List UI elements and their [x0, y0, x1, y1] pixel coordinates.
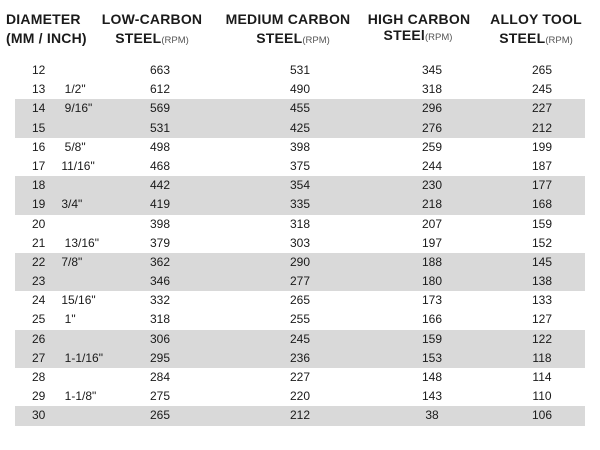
header-diameter-line1: DIAMETER — [6, 11, 81, 27]
cell-low-carbon-rpm: 398 — [149, 216, 171, 231]
header-alloy-tool-unit: (RPM) — [545, 35, 573, 46]
cell-high-carbon-rpm: 296 — [421, 101, 443, 116]
table-row — [15, 368, 585, 387]
cell-high-carbon-rpm: 143 — [421, 389, 443, 404]
header-high-carbon-line1: HIGH CARBON — [367, 11, 471, 27]
table-row — [15, 80, 585, 99]
cell-diameter-mm: 20 — [32, 216, 46, 231]
cell-medium-carbon-rpm: 212 — [289, 408, 311, 423]
cell-medium-carbon-rpm: 335 — [289, 197, 311, 212]
header-high-carbon — [362, 10, 474, 47]
table-row — [15, 253, 585, 272]
cell-diameter-inch: 5/8" — [58, 139, 86, 154]
cell-high-carbon-rpm: 276 — [421, 120, 443, 135]
cell-diameter-mm: 30 — [32, 408, 46, 423]
table-row — [15, 272, 585, 291]
header-medium-carbon-steel: STEEL — [256, 30, 303, 46]
header-high-carbon-line2 — [362, 26, 474, 47]
cell-low-carbon-rpm: 531 — [149, 120, 171, 135]
cell-low-carbon-rpm: 442 — [149, 178, 171, 193]
table-row — [15, 215, 585, 234]
cell-high-carbon-rpm: 188 — [421, 254, 443, 269]
cell-high-carbon-rpm: 166 — [421, 312, 443, 327]
cell-diameter-mm: 19 — [32, 197, 46, 212]
table-row — [15, 387, 585, 406]
cell-diameter-inch: 1/2" — [58, 82, 86, 97]
header-low-carbon-unit: (RPM) — [161, 35, 189, 46]
cell-low-carbon-rpm: 306 — [149, 331, 171, 346]
cell-low-carbon-rpm: 332 — [149, 293, 171, 308]
header-low-carbon-steel: STEEL — [115, 30, 162, 46]
cell-alloy-tool-rpm: 122 — [531, 331, 553, 346]
cell-diameter-mm: 17 — [32, 158, 46, 173]
cell-high-carbon-rpm: 153 — [421, 350, 443, 365]
cell-high-carbon-rpm: 230 — [421, 178, 443, 193]
table-row — [15, 406, 585, 425]
cell-alloy-tool-rpm: 106 — [531, 408, 553, 423]
cell-diameter-inch: 7/8" — [58, 254, 83, 269]
cell-diameter-inch: 1-1/8" — [58, 389, 97, 404]
cell-diameter-mm: 18 — [32, 178, 46, 193]
cell-low-carbon-rpm: 284 — [149, 370, 171, 384]
cell-medium-carbon-rpm: 303 — [289, 235, 311, 250]
table-row — [15, 291, 585, 310]
cell-alloy-tool-rpm: 110 — [532, 389, 552, 404]
table-row — [15, 138, 585, 157]
table-row — [15, 310, 585, 329]
cell-low-carbon-rpm: 612 — [149, 82, 171, 97]
table-row — [15, 61, 585, 80]
cell-low-carbon-rpm: 569 — [149, 101, 171, 116]
header-medium-carbon-line2 — [218, 29, 358, 50]
cell-alloy-tool-rpm: 227 — [531, 101, 553, 116]
cell-low-carbon-rpm: 468 — [149, 158, 171, 173]
cell-high-carbon-rpm: 148 — [421, 370, 443, 384]
cell-diameter-mm: 16 — [32, 139, 46, 154]
cell-alloy-tool-rpm: 265 — [531, 63, 553, 77]
cell-medium-carbon-rpm: 236 — [289, 350, 311, 365]
cell-low-carbon-rpm: 419 — [149, 197, 171, 212]
cell-medium-carbon-rpm: 255 — [289, 312, 311, 327]
cell-medium-carbon-rpm: 277 — [289, 274, 311, 289]
cell-low-carbon-rpm: 362 — [149, 254, 171, 269]
cell-high-carbon-rpm: 180 — [421, 274, 443, 289]
cell-high-carbon-rpm: 244 — [421, 158, 443, 173]
cell-alloy-tool-rpm: 118 — [532, 350, 552, 365]
cell-diameter-inch: 15/16" — [58, 293, 96, 308]
cell-diameter-inch: 1" — [58, 312, 76, 327]
header-alloy-tool-steel: STEEL — [499, 30, 546, 46]
table-row — [15, 157, 585, 176]
cell-medium-carbon-rpm: 455 — [289, 101, 311, 116]
cell-medium-carbon-rpm: 265 — [289, 293, 311, 308]
cell-diameter-mm: 28 — [32, 370, 46, 384]
header-diameter — [6, 10, 87, 48]
table-row — [15, 99, 585, 118]
cell-diameter-inch: 11/16" — [58, 158, 95, 173]
cell-alloy-tool-rpm: 159 — [531, 216, 553, 231]
cell-medium-carbon-rpm: 220 — [289, 389, 311, 404]
cell-diameter-inch: 9/16" — [58, 101, 93, 116]
header-alloy-tool-line1: ALLOY TOOL — [490, 11, 582, 27]
cell-low-carbon-rpm: 663 — [149, 63, 171, 77]
header-alloy-tool-line2 — [480, 29, 592, 50]
header-high-carbon-steel: STEEl — [383, 27, 425, 43]
cell-high-carbon-rpm: 38 — [425, 408, 439, 423]
header-alloy-tool — [480, 10, 592, 50]
rpm-table — [15, 61, 585, 426]
cell-diameter-mm: 26 — [32, 331, 46, 346]
cell-diameter-inch: 13/16" — [58, 235, 99, 250]
table-row — [15, 234, 585, 253]
cell-high-carbon-rpm: 345 — [421, 63, 443, 77]
cell-diameter-mm: 23 — [32, 274, 46, 289]
cell-medium-carbon-rpm: 531 — [289, 63, 311, 77]
cell-alloy-tool-rpm: 177 — [531, 178, 553, 193]
cell-medium-carbon-rpm: 318 — [289, 216, 311, 231]
header-diameter-line2: (MM / INCH) — [6, 30, 87, 46]
table-header — [0, 0, 600, 60]
cell-medium-carbon-rpm: 398 — [289, 139, 311, 154]
cell-diameter-mm: 13 — [32, 82, 46, 97]
header-medium-carbon-unit: (RPM) — [302, 35, 330, 46]
cell-high-carbon-rpm: 173 — [421, 293, 443, 308]
cell-alloy-tool-rpm: 145 — [531, 254, 553, 269]
cell-diameter-mm: 12 — [32, 63, 46, 77]
cell-alloy-tool-rpm: 127 — [531, 312, 553, 327]
cell-medium-carbon-rpm: 354 — [289, 178, 311, 193]
table-row — [15, 195, 585, 214]
header-medium-carbon-line1: MEDIUM CARBON — [225, 11, 351, 27]
cell-low-carbon-rpm: 498 — [149, 139, 171, 154]
cell-diameter-mm: 29 — [32, 389, 46, 404]
cell-high-carbon-rpm: 218 — [421, 197, 443, 212]
cell-diameter-mm: 24 — [32, 293, 46, 308]
cell-alloy-tool-rpm: 114 — [532, 370, 552, 384]
cell-medium-carbon-rpm: 227 — [289, 370, 311, 384]
cell-diameter-mm: 25 — [32, 312, 46, 327]
cell-low-carbon-rpm: 265 — [149, 408, 171, 423]
cell-medium-carbon-rpm: 375 — [289, 158, 311, 173]
cell-low-carbon-rpm: 379 — [149, 235, 171, 250]
cell-medium-carbon-rpm: 245 — [289, 331, 311, 346]
cell-diameter-mm: 21 — [32, 235, 46, 250]
cell-alloy-tool-rpm: 212 — [531, 120, 553, 135]
cell-low-carbon-rpm: 318 — [149, 312, 171, 327]
table-row — [15, 330, 585, 349]
cell-high-carbon-rpm: 318 — [421, 82, 443, 97]
cell-alloy-tool-rpm: 245 — [531, 82, 553, 97]
cell-diameter-mm: 14 — [32, 101, 46, 116]
cell-alloy-tool-rpm: 138 — [531, 274, 553, 289]
cell-alloy-tool-rpm: 168 — [531, 197, 553, 212]
cell-low-carbon-rpm: 346 — [149, 274, 171, 289]
header-low-carbon-line1: LOW-CARBON — [101, 11, 203, 27]
header-high-carbon-unit: (RPM) — [425, 32, 453, 43]
cell-diameter-mm: 22 — [32, 254, 46, 269]
header-low-carbon — [96, 10, 208, 50]
cell-medium-carbon-rpm: 425 — [289, 120, 311, 135]
cell-diameter-mm: 15 — [32, 120, 46, 135]
cell-high-carbon-rpm: 207 — [421, 216, 443, 231]
cell-medium-carbon-rpm: 490 — [289, 82, 311, 97]
cell-diameter-inch: 1-1/16" — [58, 350, 103, 365]
cell-medium-carbon-rpm: 290 — [289, 254, 311, 269]
cell-high-carbon-rpm: 259 — [421, 139, 443, 154]
table-row — [15, 349, 585, 368]
cell-alloy-tool-rpm: 133 — [531, 293, 553, 308]
header-medium-carbon — [218, 10, 358, 50]
cell-high-carbon-rpm: 159 — [421, 331, 443, 346]
cell-diameter-inch: 3/4" — [58, 197, 83, 212]
cell-low-carbon-rpm: 275 — [149, 389, 171, 404]
cell-low-carbon-rpm: 295 — [149, 350, 171, 365]
table-row — [15, 176, 585, 195]
table-row — [15, 119, 585, 138]
cell-alloy-tool-rpm: 199 — [531, 139, 553, 154]
cell-alloy-tool-rpm: 187 — [531, 158, 553, 173]
cell-alloy-tool-rpm: 152 — [531, 235, 553, 250]
cell-high-carbon-rpm: 197 — [421, 235, 443, 250]
cell-diameter-mm: 27 — [32, 350, 46, 365]
header-low-carbon-line2 — [96, 29, 208, 50]
